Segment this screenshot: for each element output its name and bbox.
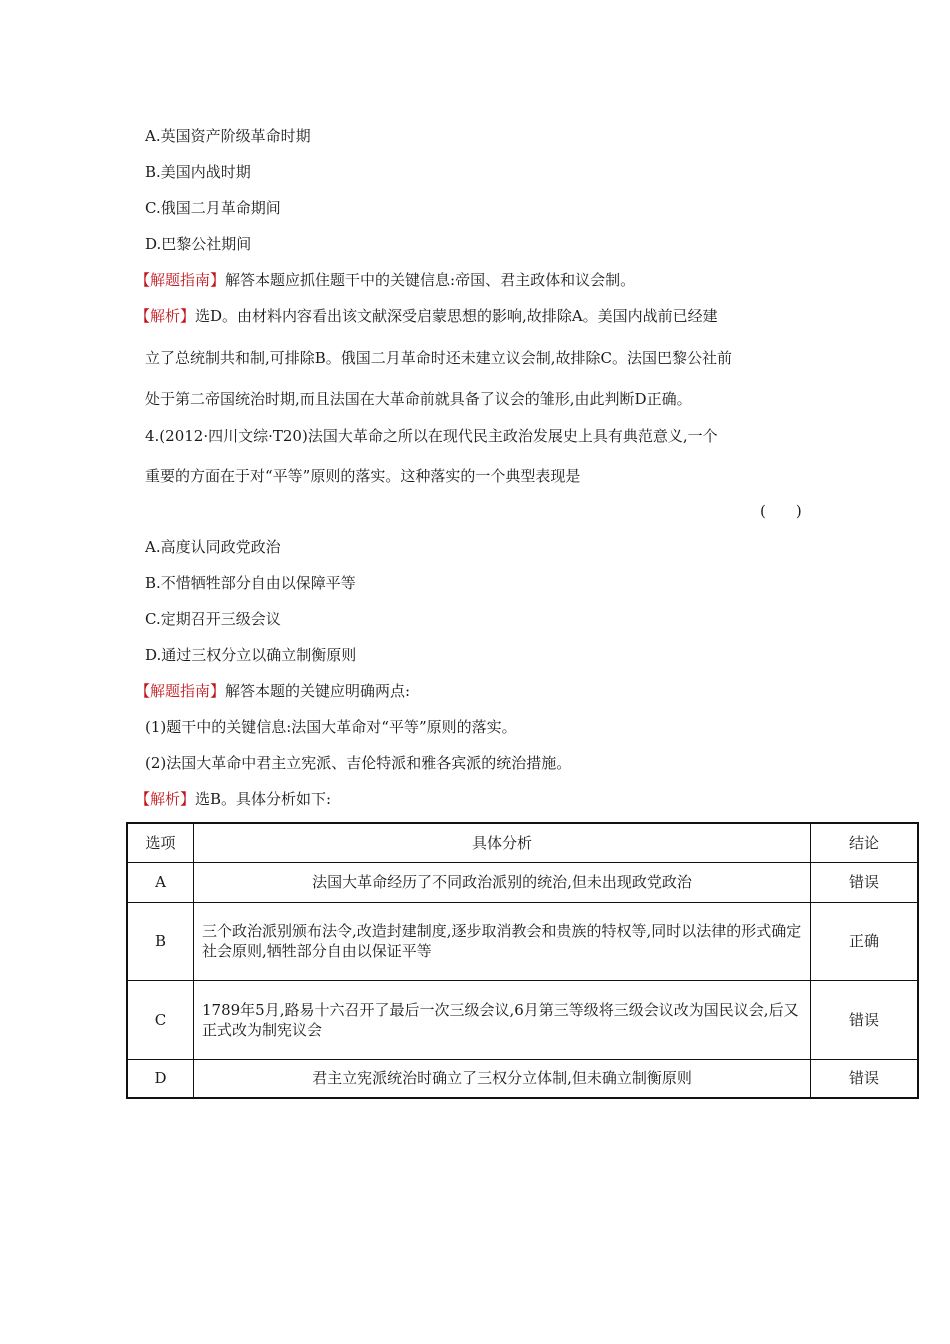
q3-option-c: C.俄国二月革命期间 (145, 199, 281, 217)
table-row (127, 862, 918, 902)
q4-stem-line-1: 4.(2012·四川文综·T20)法国大革命之所以在现代民主政治发展史上具有典范意义,一个 (145, 427, 718, 445)
answer-blank: ( ) (760, 502, 802, 520)
q3-analysis-line-3: 处于第二帝国统治时期,而且法国在大革命前就具备了议会的雏形,由此判断D正确。 (145, 390, 692, 408)
q4-analysis-text: 选B。具体分析如下: (195, 790, 332, 808)
q4-guide-text: 解答本题的关键应明确两点: (225, 682, 411, 700)
row-result: 错误 (811, 1059, 919, 1098)
table-row (127, 980, 918, 1059)
row-result: 正确 (811, 902, 919, 980)
q4-guide-tag: 【解题指南】 (135, 682, 226, 700)
q3-analysis-line-1 (135, 306, 718, 326)
q3-option-b: B.美国内战时期 (145, 163, 251, 181)
row-option: B (127, 902, 194, 980)
q4-option-a: A.高度认同政党政治 (145, 538, 281, 556)
q3-option-a: A.英国资产阶级革命时期 (145, 127, 311, 145)
q3-guide (135, 270, 635, 290)
q4-guide (135, 681, 410, 701)
header-option: 选项 (127, 823, 194, 862)
row-result: 错误 (811, 862, 919, 902)
q3-guide-text: 解答本题应抓住题干中的关键信息:帝国、君主政体和议会制。 (225, 271, 636, 289)
q3-option-d: D.巴黎公社期间 (145, 235, 252, 253)
q3-analysis-tag: 【解析】 (135, 307, 196, 325)
q4-guide-point-1: (1)题干中的关键信息:法国大革命对“平等”原则的落实。 (145, 718, 517, 736)
row-detail: 法国大革命经历了不同政治派别的统治,但未出现政党政治 (194, 862, 811, 902)
q4-analysis-tag: 【解析】 (135, 790, 196, 808)
q4-analysis (135, 789, 331, 809)
row-option: A (127, 862, 194, 902)
q3-guide-tag: 【解题指南】 (135, 271, 226, 289)
row-detail: 三个政治派别颁布法令,改造封建制度,逐步取消教会和贵族的特权等,同时以法律的形式确定社会原则,牺牲部分自由以保证平等 (194, 902, 811, 980)
row-result: 错误 (811, 980, 919, 1059)
row-detail: 1789年5月,路易十六召开了最后一次三级会议,6月第三等级将三级会议改为国民议会,后又正式改为制宪议会 (194, 980, 811, 1059)
analysis-table (126, 822, 919, 1099)
header-result: 结论 (811, 823, 919, 862)
table-row (127, 1059, 918, 1098)
q4-stem-line-2: 重要的方面在于对“平等”原则的落实。这种落实的一个典型表现是 (145, 467, 581, 485)
row-option: D (127, 1059, 194, 1098)
q4-option-c: C.定期召开三级会议 (145, 610, 281, 628)
q4-guide-point-2: (2)法国大革命中君主立宪派、吉伦特派和雅各宾派的统治措施。 (145, 754, 572, 772)
q3-analysis-text-1: 选D。由材料内容看出该文献深受启蒙思想的影响,故排除A。美国内战前已经建 (195, 307, 718, 325)
q4-option-d: D.通过三权分立以确立制衡原则 (145, 646, 357, 664)
row-detail: 君主立宪派统治时确立了三权分立体制,但未确立制衡原则 (194, 1059, 811, 1098)
row-option: C (127, 980, 194, 1059)
q4-option-b: B.不惜牺牲部分自由以保障平等 (145, 574, 356, 592)
header-detail: 具体分析 (194, 823, 811, 862)
table-row (127, 902, 918, 980)
q3-analysis-line-2: 立了总统制共和制,可排除B。俄国二月革命时还未建立议会制,故排除C。法国巴黎公社前 (145, 349, 733, 367)
table-header-row (127, 823, 918, 862)
